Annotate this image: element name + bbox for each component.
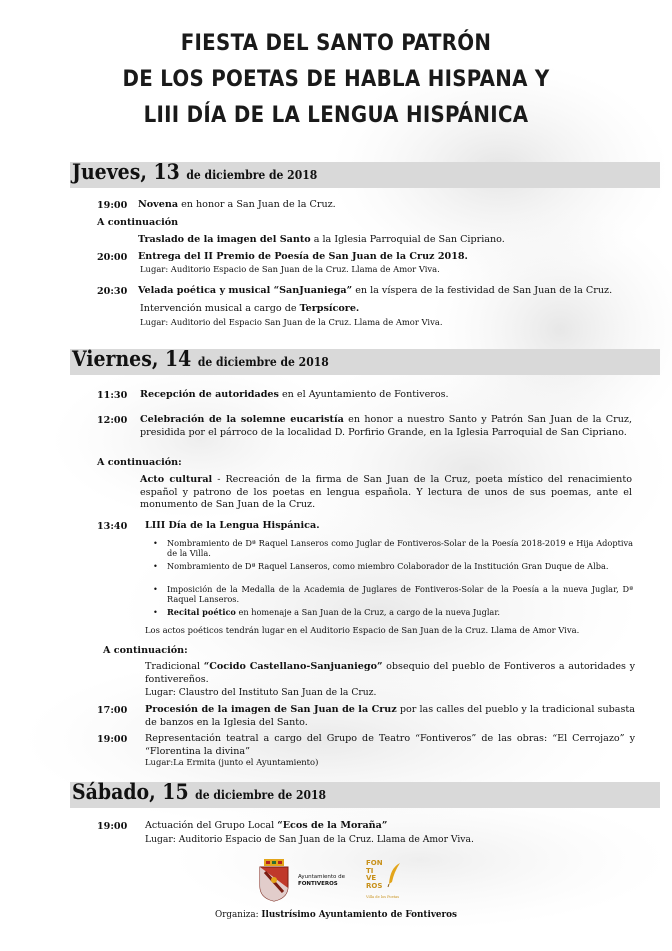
footer-organizer <box>0 910 672 920</box>
logo-text-ros: ROS <box>366 881 383 890</box>
continuation-label: A continuación: <box>97 457 182 468</box>
day-header-saturday <box>70 779 660 808</box>
logo-text-ve: VE <box>366 874 377 882</box>
event-location: Lugar: Claustro del Instituto San Juan de la Cruz. <box>145 687 377 698</box>
quill-icon <box>386 862 402 888</box>
event-time: 20:30 <box>97 286 128 297</box>
day-date-thursday: de diciembre de 2018 <box>186 168 318 182</box>
footer-label: Organiza: <box>215 910 262 920</box>
event-text: Tradicional “Cocido Castellano-Sanjuaniego” obsequio del pueblo de Fontiveros a autoridades y fontivereños. <box>145 661 635 685</box>
day-header-friday <box>70 346 660 375</box>
day-header-thursday <box>70 159 660 188</box>
page-title <box>0 26 672 134</box>
event-location: Lugar: Auditorio Espacio de San Juan de la Cruz. Llama de Amor Viva. <box>145 834 474 845</box>
day-name-saturday: Sábado, 15 <box>72 779 189 804</box>
event-time: 17:00 <box>97 705 128 716</box>
event-text: Celebración de la solemne eucaristía en honor a nuestro Santo y Patrón San Juan de la Cruz, presidida por el párroco de la localidad D. Porfirio Grande, en la Iglesia Parroquial de San Cipriano. <box>140 414 632 438</box>
event-time: 20:00 <box>97 252 128 263</box>
fontiveros-logo <box>366 860 404 902</box>
note-text: Los actos poéticos tendrán lugar en el Auditorio Espacio de San Juan de la Cruz. Llama de Amor Viva. <box>145 625 580 635</box>
event-time: 13:40 <box>97 521 128 532</box>
bullet-item: • Recital poético en homenaje a San Juan de la Cruz, a cargo de la nueva Juglar. <box>167 607 633 617</box>
continuation-label: A continuación <box>97 217 179 228</box>
bullet-item: • Nombramiento de Dª Raquel Lanseros, como miembro Colaborador de la Institución Gran Duque de Alba. <box>167 561 633 571</box>
continuation-label: A continuación: <box>103 645 188 656</box>
event-text: Velada poética y musical “SanJuaniega” en la víspera de la festividad de San Juan de la Cruz. <box>138 285 613 296</box>
day-name-friday: Viernes, 14 <box>72 346 192 371</box>
event-text: Novena en honor a San Juan de la Cruz. <box>138 199 336 210</box>
event-time: 19:00 <box>97 734 128 745</box>
logo-text-fon: FON <box>366 859 383 867</box>
day-date-friday: de diciembre de 2018 <box>197 355 329 369</box>
ayuntamiento-logo-text: Ayuntamiento de FONTIVEROS <box>298 874 346 887</box>
coat-of-arms-icon <box>254 858 294 902</box>
bullet-item: • Imposición de la Medalla de la Academia de Juglares de Fontiveros-Solar de la Poesía a la nueva Juglar, Dª Raquel Lanseros. <box>167 584 633 604</box>
event-text: Representación teatral a cargo del Grupo de Teatro “Fontiveros” de las obras: “El Cerrojazo” y “Florentina la divina” <box>145 733 635 757</box>
title-line-1: FIESTA DEL SANTO PATRÓN <box>180 31 492 56</box>
event-text: Intervención musical a cargo de Terpsícore. <box>140 303 360 314</box>
event-time: 19:00 <box>97 200 128 211</box>
event-text: Entrega del II Premio de Poesía de San Juan de la Cruz 2018. <box>138 251 468 262</box>
event-location: Lugar: Auditorio del Espacio San Juan de la Cruz. Llama de Amor Viva. <box>140 317 443 327</box>
ayuntamiento-logo <box>254 858 354 902</box>
footer-organizer-name: Ilustrísimo Ayuntamiento de Fontiveros <box>261 910 457 920</box>
event-text: Acto cultural - Recreación de la firma de San Juan de la Cruz, poeta místico del renacimiento español y patrono de los poetas en lengua española. Y lectura de unos de sus poemas, ante el monumento de San Juan de la Cruz. <box>140 474 632 510</box>
title-line-3: LIII DÍA DE LA LENGUA HISPÁNICA <box>143 103 529 128</box>
day-name-thursday: Jueves, 13 <box>72 159 180 184</box>
event-text: Traslado de la imagen del Santo a la Iglesia Parroquial de San Cipriano. <box>138 234 505 245</box>
event-time: 12:00 <box>97 415 128 426</box>
event-location: Lugar: Auditorio Espacio de San Juan de la Cruz. Llama de Amor Viva. <box>140 264 440 274</box>
event-text: Procesión de la imagen de San Juan de la Cruz por las calles del pueblo y la tradicional subasta de banzos en la Iglesia del Santo. <box>145 704 635 728</box>
day-date-saturday: de diciembre de 2018 <box>195 788 327 802</box>
title-line-2: DE LOS POETAS DE HABLA HISPANA Y <box>122 67 550 92</box>
bullet-item: • Nombramiento de Dª Raquel Lanseros como Juglar de Fontiveros-Solar de la Poesía 2018-2019 e Hija Adoptiva de la Villa. <box>167 538 633 558</box>
event-location: Lugar:La Ermita (junto el Ayuntamiento) <box>145 757 319 767</box>
event-text: LIII Día de la Lengua Hispánica. <box>145 520 320 531</box>
logo-text-ti: TI <box>366 866 374 875</box>
event-text: Actuación del Grupo Local “Ecos de la Moraña” <box>145 820 388 831</box>
logo-subtitle: Villa de los Poetas <box>366 895 400 899</box>
event-text: Recepción de autoridades en el Ayuntamiento de Fontiveros. <box>140 389 449 400</box>
event-time: 19:00 <box>97 821 128 832</box>
event-time: 11:30 <box>97 390 128 401</box>
